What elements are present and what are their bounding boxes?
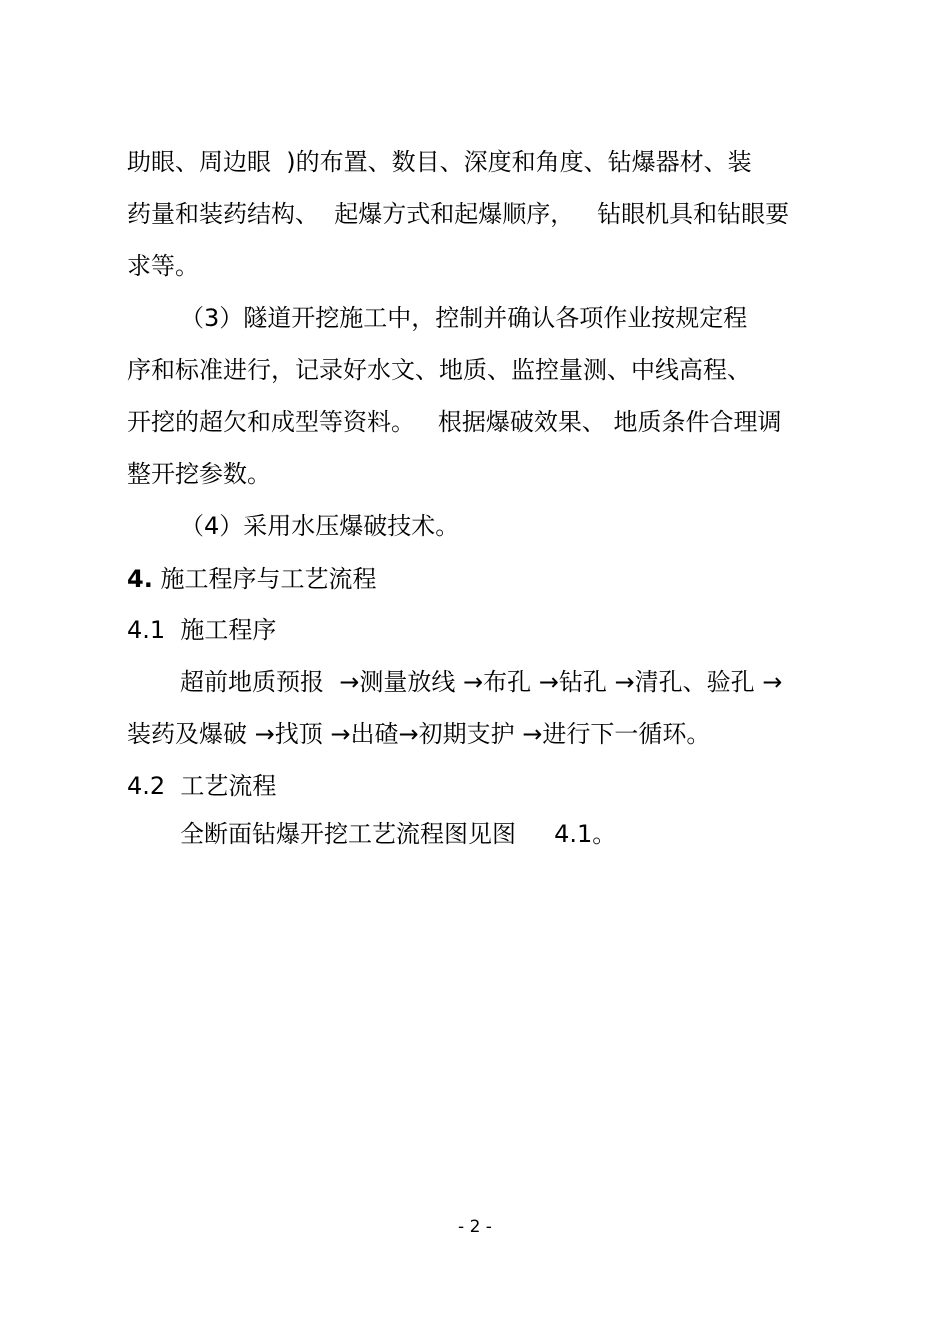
paragraph-line: 药量和装药结构、 起爆方式和起爆顺序， 钻眼机具和钻眼要 <box>127 200 790 228</box>
section-title: 施工程序与工艺流程 <box>152 565 377 593</box>
list-item-3-line: 整开挖参数。 <box>127 460 271 488</box>
procedure-line: 装药及爆破 →找顶 →出碴→初期支护 →进行下一循环。 <box>127 720 711 748</box>
list-item-3-line: （3）隧道开挖施工中，控制并确认各项作业按规定程 <box>180 304 748 332</box>
procedure-line: 超前地质预报 →测量放线 →布孔 →钻孔 →清孔、验孔 → <box>180 668 783 696</box>
section-number: 4. <box>127 565 153 593</box>
paragraph-line: 求等。 <box>127 252 199 280</box>
page-number: - 2 - <box>458 1217 492 1237</box>
section-heading-4-1: 4.1 施工程序 <box>127 616 277 644</box>
list-item-3-line: 开挖的超欠和成型等资料。 根据爆破效果、 地质条件合理调 <box>127 408 782 436</box>
paragraph-line: 助眼、周边眼 )的布置、数目、深度和角度、钻爆器材、装 <box>127 148 752 176</box>
figure-reference-line: 全断面钻爆开挖工艺流程图见图 4.1。 <box>180 820 617 848</box>
list-item-4: （4）采用水压爆破技术。 <box>180 512 460 540</box>
section-heading-4 <box>127 563 376 595</box>
section-heading-4-2: 4.2 工艺流程 <box>127 772 277 800</box>
list-item-3-line: 序和标准进行，记录好水文、地质、监控量测、中线高程、 <box>127 356 751 384</box>
